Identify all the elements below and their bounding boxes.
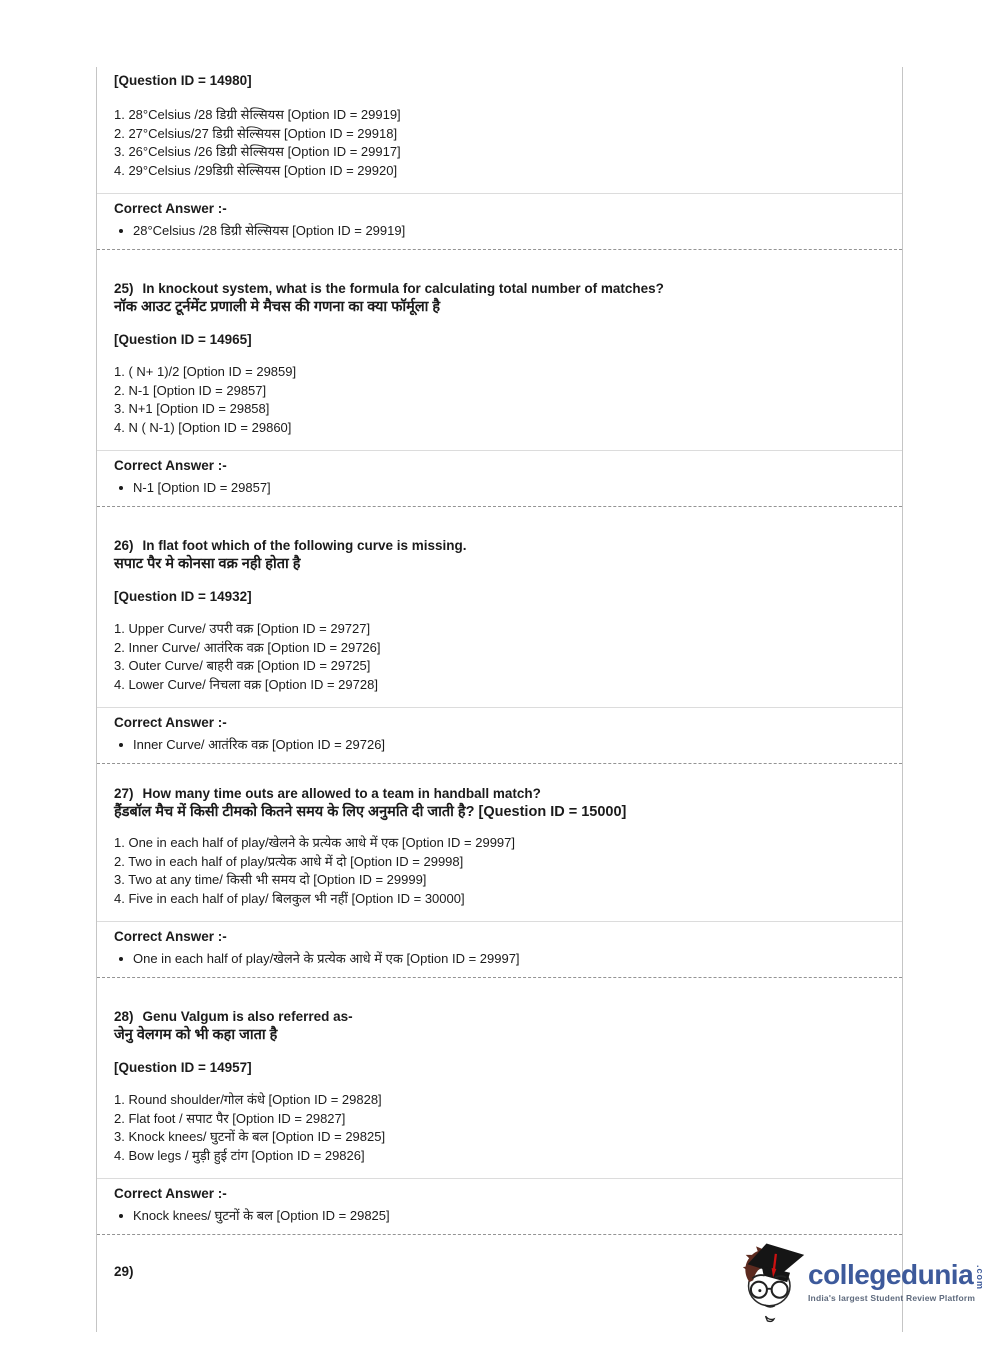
question-block bbox=[97, 978, 902, 1178]
question-paper-content bbox=[96, 67, 903, 1332]
option-item: 1. Upper Curve/ उपरी वक्र [Option ID = 29727] bbox=[114, 621, 371, 636]
question-id: [Question ID = 14965] bbox=[114, 332, 252, 347]
correct-answer-item bbox=[114, 737, 882, 752]
correct-answer-item bbox=[114, 951, 882, 966]
option-item: 4. Five in each half of play/ बिलकुल भी नहीं [Option ID = 30000] bbox=[114, 890, 465, 906]
correct-answer-label: Correct Answer :- bbox=[114, 458, 227, 473]
options-list bbox=[114, 620, 882, 694]
correct-answer-block bbox=[97, 194, 902, 249]
option-item: 3. Two at any time/ किसी भी समय दो [Option ID = 29999] bbox=[114, 872, 427, 887]
option-item: 3. Knock knees/ घुटनों के बल [Option ID = 29825] bbox=[114, 1129, 386, 1144]
question-number: 25) bbox=[114, 281, 134, 296]
logo-text bbox=[808, 1242, 984, 1303]
bullet-icon bbox=[119, 1214, 123, 1218]
question-block bbox=[97, 764, 902, 921]
option-item: 1. ( N+ 1)/2 [Option ID = 29859] bbox=[114, 364, 297, 379]
question-number: 27) bbox=[114, 786, 134, 801]
brand-tagline: India's largest Student Review Platform bbox=[808, 1293, 976, 1304]
correct-answer-item bbox=[114, 223, 882, 238]
correct-answer-block bbox=[97, 1179, 902, 1234]
options-list bbox=[114, 834, 882, 908]
option-item: 4. 29°Celsius /29डिग्री सेल्सियस [Option ID = 29920] bbox=[114, 162, 398, 178]
correct-answer-label: Correct Answer :- bbox=[114, 1186, 227, 1201]
question-text: How many time outs are allowed to a team in handball match? bbox=[142, 786, 541, 801]
option-item: 2. Inner Curve/ आतंरिक वक्र [Option ID = 29726] bbox=[114, 639, 381, 655]
correct-answer-block bbox=[97, 922, 902, 977]
question-text-en bbox=[114, 536, 882, 555]
options-list bbox=[114, 363, 882, 437]
question-block bbox=[97, 250, 902, 450]
question-text-hi: नॉक आउट टूर्नमेंट प्रणाली मे मैचस की गणना का क्या फॉर्मूला है bbox=[114, 299, 441, 315]
correct-answer-item bbox=[114, 480, 882, 495]
collegedunia-logo bbox=[741, 1242, 984, 1328]
bullet-icon bbox=[119, 743, 123, 747]
collegedunia-mascot-icon bbox=[741, 1242, 807, 1328]
question-id: [Question ID = 14957] bbox=[114, 1060, 252, 1075]
question-text-en bbox=[114, 279, 882, 298]
correct-answer-value: 28°Celsius /28 डिग्री सेल्सियस [Option ID = 29919] bbox=[133, 223, 406, 238]
question-text-en bbox=[114, 1007, 882, 1026]
question-continuation-block bbox=[97, 67, 902, 193]
option-item: 2. N-1 [Option ID = 29857] bbox=[114, 382, 267, 398]
correct-answer-block bbox=[97, 451, 902, 506]
options-list bbox=[114, 106, 882, 180]
correct-answer-value: N-1 [Option ID = 29857] bbox=[133, 480, 271, 495]
correct-answer-value: Knock knees/ घुटनों के बल [Option ID = 29825] bbox=[133, 1208, 390, 1223]
question-text: Genu Valgum is also referred as- bbox=[142, 1009, 353, 1024]
correct-answer-value: One in each half of play/खेलने के प्रत्येक आधे में एक [Option ID = 29997] bbox=[133, 951, 520, 966]
question-id: [Question ID = 14980] bbox=[114, 73, 252, 88]
option-item: 4. Bow legs / मुड़ी हुई टांग [Option ID = 29826] bbox=[114, 1147, 365, 1163]
question-text-hi: जेनु वेलगम को भी कहा जाता है bbox=[114, 1027, 278, 1043]
option-item: 3. Outer Curve/ बाहरी वक्र [Option ID = 29725] bbox=[114, 658, 371, 673]
bullet-icon bbox=[119, 486, 123, 490]
correct-answer-label: Correct Answer :- bbox=[114, 201, 227, 216]
brand-tld: .com bbox=[975, 1265, 986, 1291]
question-text-hi: हैंडबॉल मैच में किसी टीमको कितने समय के लिए अनुमति दी जाती है? [Question ID = 15000] bbox=[114, 804, 627, 820]
option-item: 4. Lower Curve/ निचला वक्र [Option ID = 29728] bbox=[114, 676, 378, 692]
option-item: 2. Flat foot / सपाट पैर [Option ID = 29827] bbox=[114, 1110, 346, 1126]
options-list bbox=[114, 1091, 882, 1165]
bullet-icon bbox=[119, 229, 123, 233]
question-block bbox=[97, 507, 902, 707]
brand-name: collegedunia bbox=[808, 1259, 974, 1290]
bullet-icon bbox=[119, 957, 123, 961]
question-text-en bbox=[114, 784, 882, 803]
option-item: 1. One in each half of play/खेलने के प्रत्येक आधे में एक [Option ID = 29997] bbox=[114, 835, 515, 850]
correct-answer-value: Inner Curve/ आतंरिक वक्र [Option ID = 29726] bbox=[133, 737, 386, 752]
question-text-hi: सपाट पैर मे कोनसा वक्र नही होता है bbox=[114, 556, 301, 572]
option-item: 1. Round shoulder/गोल कंधे [Option ID = 29828] bbox=[114, 1092, 382, 1107]
question-number: 26) bbox=[114, 538, 134, 553]
question-text: In flat foot which of the following curve is missing. bbox=[142, 538, 467, 553]
correct-answer-label: Correct Answer :- bbox=[114, 929, 227, 944]
option-item: 2. Two in each half of play/प्रत्येक आधे में दो [Option ID = 29998] bbox=[114, 853, 464, 869]
correct-answer-item bbox=[114, 1208, 882, 1223]
option-item: 3. N+1 [Option ID = 29858] bbox=[114, 401, 270, 416]
question-id: [Question ID = 14932] bbox=[114, 589, 252, 604]
next-question-number: 29) bbox=[114, 1264, 134, 1279]
option-item: 1. 28°Celsius /28 डिग्री सेल्सियस [Option ID = 29919] bbox=[114, 107, 401, 122]
option-item: 2. 27°Celsius/27 डिग्री सेल्सियस [Option ID = 29918] bbox=[114, 125, 398, 141]
question-number: 28) bbox=[114, 1009, 134, 1024]
correct-answer-label: Correct Answer :- bbox=[114, 715, 227, 730]
option-item: 4. N ( N-1) [Option ID = 29860] bbox=[114, 419, 292, 435]
question-text: In knockout system, what is the formula for calculating total number of matches? bbox=[142, 281, 664, 296]
option-item: 3. 26°Celsius /26 डिग्री सेल्सियस [Option ID = 29917] bbox=[114, 144, 401, 159]
correct-answer-block bbox=[97, 708, 902, 763]
